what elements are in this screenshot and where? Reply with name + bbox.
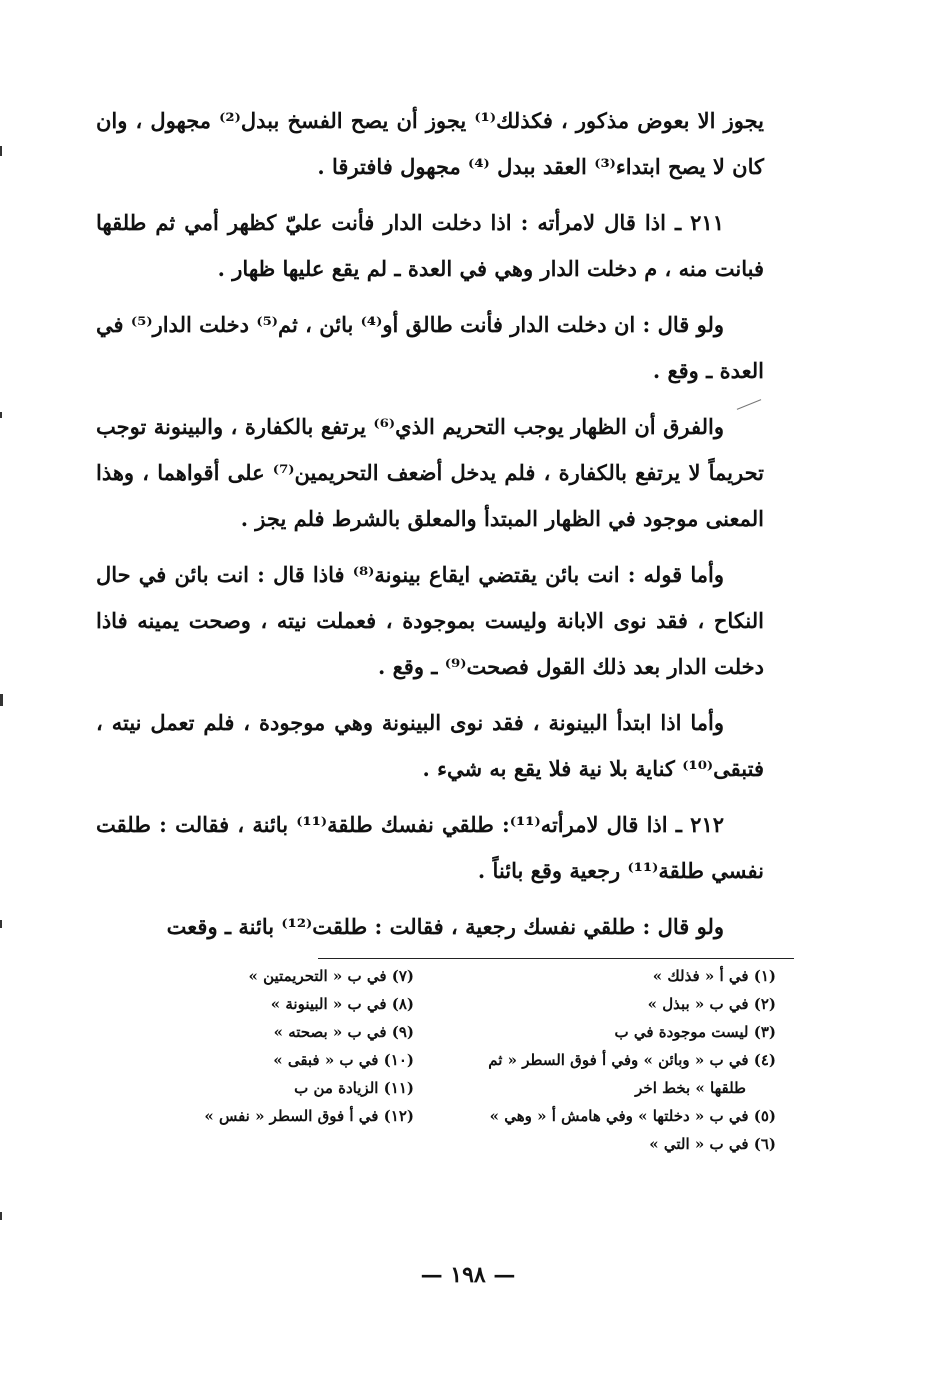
- footnote-8: (٨) في ب « البينونة »: [270, 995, 414, 1013]
- paragraph-4: والفرق أن الظهار يوجب التحريم الذي⁽⁶⁾ يرتفع بالكفارة ، والبينونة توجب تحريماً لا يرتفع بالكفارة ، فلم يدخل أضعف التحريمين⁽⁷⁾ على أقواهما ، وهذا المعنى موجود في الظهار المبتدأ والمعلق بالشرط فلم يجز .: [96, 414, 764, 531]
- scan-edge-mark: [0, 694, 3, 706]
- paragraph-8: ولو قال : طلقي نفسك رجعية ، فقالت : طلقت⁽¹²⁾ بائنة ـ وقعت: [166, 914, 724, 939]
- paragraph-3: ولو قال : ان دخلت الدار فأنت طالق أو⁽⁴⁾ بائن ، ثم⁽⁵⁾ دخلت الدار⁽⁵⁾ في العدة ـ وقع .: [96, 312, 764, 383]
- page-number: — ١٩٨ —: [420, 1262, 516, 1288]
- footnote-2: (٢) في ب « ببذل »: [647, 995, 776, 1013]
- footnote-1: (١) في أ « فذلك »: [652, 967, 776, 985]
- footnote-9: (٩) في ب « بصحته »: [273, 1023, 414, 1041]
- paragraph-1: يجوز الا بعوض مذكور ، فكذلك⁽¹⁾ يجوز أن يصح الفسخ ببدل⁽²⁾ مجهول ، وان كان لا يصح ابتداء⁽³⁾ العقد ببدل ⁽⁴⁾ مجهول فافترقا .: [96, 108, 764, 179]
- footnotes-left-column: [184, 962, 414, 1130]
- paragraph-6: وأما اذا ابتدأ البينونة ، فقد نوى البينونة وهي موجودة ، فلم تعمل نيته ، فتبقى⁽¹⁰⁾ كناية بلا نية فلا يقع به شيء .: [96, 710, 764, 781]
- footnotes-right-column: [446, 962, 776, 1158]
- scan-edge-mark: [0, 920, 2, 928]
- footnote-4-continued: طلقها » بخط اخر: [635, 1079, 746, 1097]
- footnote-6: (٦) في ب « التي »: [649, 1135, 776, 1153]
- footnote-3: (٣) ليست موجودة في ب: [614, 1023, 776, 1041]
- scan-edge-mark: [0, 412, 2, 418]
- footnote-11: (١١) الزيادة من ب: [294, 1079, 414, 1097]
- footnote-separator: [318, 958, 794, 959]
- main-text-body: [96, 98, 764, 960]
- footnote-4: (٤) في ب « وبائن » وفي أ فوق السطر « ثم: [488, 1051, 776, 1069]
- scan-edge-mark: [0, 1212, 2, 1220]
- footnote-12: (١٢) في أ فوق السطر « نفس »: [204, 1107, 414, 1125]
- paragraph-211: ٢١١ ـ اذا قال لامرأته : اذا دخلت الدار فأنت عليّ كظهر أمي ثم طلقها فبانت منه ، م دخلت الدار وهي في العدة ـ لم يقع عليها ظهار .: [96, 210, 764, 281]
- scan-edge-mark: [0, 146, 2, 156]
- footnote-7: (٧) في ب « التحريمتين »: [248, 967, 414, 985]
- paragraph-212: ٢١٢ ـ اذا قال لامرأته⁽¹¹⁾: طلقي نفسك طلقة⁽¹¹⁾ بائنة ، فقالت : طلقت نفسي طلقة⁽¹¹⁾ رجعية وقع بائناً .: [96, 812, 764, 883]
- footnote-5: (٥) في ب « دخلتها » وفي هامش أ « وهي »: [489, 1107, 776, 1125]
- footnote-10: (١٠) في ب « فبقى »: [273, 1051, 414, 1069]
- paragraph-5: وأما قوله : انت بائن يقتضي ايقاع بينونة⁽⁸⁾ فاذا قال : انت بائن في حال النكاح ، فقد نوى الابانة وليست بموجودة ، فعملت نيته ، وصحت يمينه فاذا دخلت الدار بعد ذلك القول فصحت⁽⁹⁾ ـ وقع .: [96, 562, 764, 679]
